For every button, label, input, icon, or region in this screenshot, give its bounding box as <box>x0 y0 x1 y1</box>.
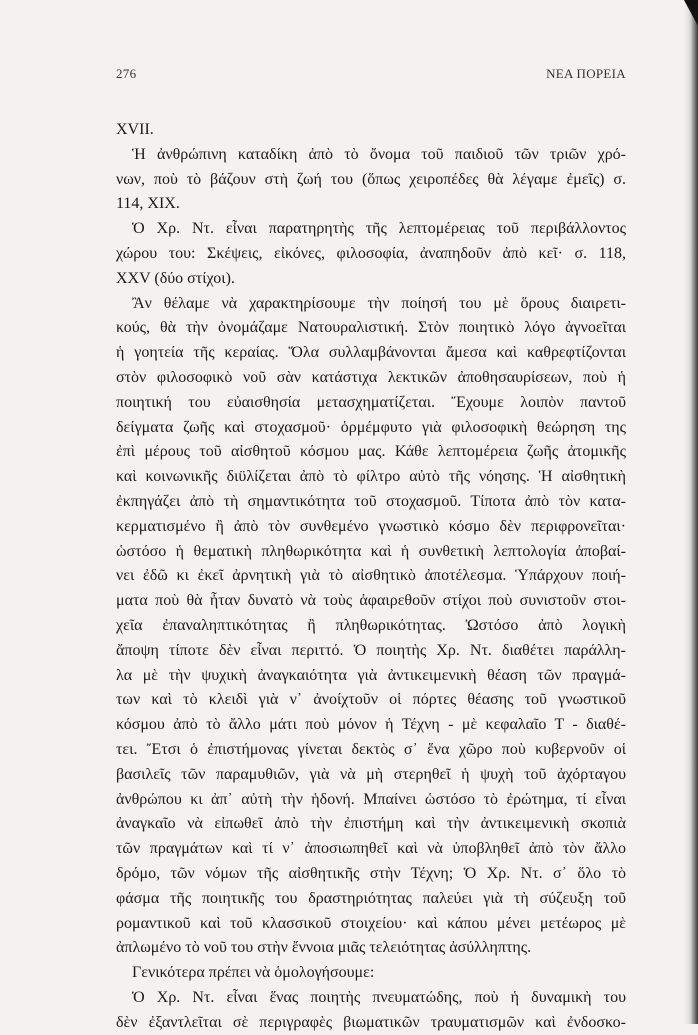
text-line: XVII. <box>116 121 154 138</box>
text-line: ρομαντικοῦ καὶ τοῦ κλασσικοῦ στοιχείου· καὶ κάπου μένει μετέωρος μὲ <box>116 914 626 932</box>
corner-mark <box>684 0 698 26</box>
page-number: 276 <box>116 66 137 81</box>
text-line: ἀναγκαῖο νὰ εἰπωθεῖ ἀπὸ τὴν ἐπιστήμη καὶ τὴν ἀντικειμενικὴ σκοπιὰ <box>116 815 626 833</box>
text-line: XXV (δύο στίχοι). <box>116 269 235 287</box>
text-line: των καὶ τὸ κλειδὶ γιὰ ν᾽ ἀνοίχτοῦν οἱ πόρτες θέασης τοῦ γνωστικοῦ <box>116 691 626 709</box>
text-line: κούς, θὰ τὴν ὀνομάζαμε Νατουραλιστική. Στὸν ποιητικὸ λόγο ἀγνοεῖται <box>116 319 626 337</box>
running-title: ΝΕΑ ΠΟΡΕΙΑ <box>546 66 626 81</box>
text-line: νει ἐδῶ κι ἐκεῖ ἀρνητικὴ γιὰ τὸ αἰσθητικὸ ἀποτέλεσμα. Ὑπάρχουν ποιή- <box>116 567 626 585</box>
text-line: στὸν φιλοσοφικὸ νοῦ σὰν κατάστιχα λεκτικῶν ἀποθησαυρίσεων, ποὺ ἡ <box>116 368 626 386</box>
text-line: καὶ κοινωνικῆς διϋλίζεται ἀπὸ τὸ φίλτρο αὐτὸ τῆς νόησης. Ἡ αἰσθητικὴ <box>116 468 626 486</box>
text-line: ἄποψη τίποτε δὲν εἶναι περιττό. Ὁ ποιητὴς Χρ. Ντ. διαθέτει παράλλη- <box>116 641 626 659</box>
page-edge-shadow <box>684 0 698 1024</box>
text-line: ματα ποὺ θὰ ἦταν δυνατὸ νὰ τοὺς ἀφαιρεθοῦν στίχοι ποὺ συνιστοῦν στοι- <box>116 592 626 610</box>
text-line: Ἡ ἀνθρώπινη καταδίκη ἀπὸ τὸ ὄνομα τοῦ παιδιοῦ τῶν τριῶν χρό- <box>132 145 626 163</box>
text-line: ἀνθρώπου κι ἀπ᾽ αὐτὴ τὴν ἡδονή. Μπαίνει ὡστόσο τὸ ἐρώτημα, τί εἶναι <box>116 790 626 808</box>
text-line: ποιητική του εὐαισθησία μετασχηματίζεται. Ἔχουμε λοιπὸν παντοῦ <box>116 393 626 411</box>
text-line: Ὁ Χρ. Ντ. εἶναι ἕνας ποιητὴς πνευματώδης, ποὺ ἡ δυναμικὴ του <box>132 988 626 1006</box>
text-line: λα μὲ τὴν ψυχικὴ ἀναγκαιότητα γιὰ ἀντικειμενικὴ θέαση τῶν πραγμά- <box>116 666 626 684</box>
text-line: δρόμο, τῶν νόμων τῆς αἰσθητικῆς στὴν Τέχνη; Ὁ Χρ. Ντ. σ᾽ ὅλο τὸ <box>116 864 626 882</box>
body-text <box>116 118 626 1035</box>
text-line: ἡ γοητεία τῆς κεραίας. Ὅλα συλλαμβάνονται ἄμεσα καὶ καθρεφτίζονται <box>116 344 626 362</box>
text-line: τῶν πραγμάτων καὶ τί ν᾽ ἀποσιωπηθεῖ καὶ νὰ ὑποβληθεῖ ἀπὸ τὸν ἄλλο <box>116 840 626 858</box>
text-line: φάσμα τῆς ποιητικῆς του δραστηριότητας παλεύει γιὰ τὴ σύζευξη τοῦ <box>116 889 626 907</box>
text-line: ὡστόσο ἡ θεματικὴ πληθωρικότητα καὶ ἡ συνθετικὴ λεπτολογία ἀποβαί- <box>116 542 626 560</box>
text-line: δείγματα ζωῆς καὶ στοχασμοῦ· ὁρμέμφυτο γιὰ φιλοσοφικὴ θεώρηση της <box>116 418 626 436</box>
text-line: Ἂν θέλαμε νὰ χαρακτηρίσουμε τὴν ποίησή του μὲ ὅρους διαιρετι- <box>132 294 626 312</box>
text-line: Ὁ Χρ. Ντ. εἶναι παρατηρητὴς τῆς λεπτομέρειας τοῦ περιβάλλοντος <box>132 220 626 238</box>
text-line: βασιλεῖς τῶν παραμυθιῶν, γιὰ νὰ μὴ στερηθεῖ ἡ ψυχὴ τοῦ ἀχόρταγου <box>116 765 626 783</box>
text-line: χώρου του: Σκέψεις, εἰκόνες, φιλοσοφία, ἀναπηδοῦν ἀπὸ κεῖ· σ. 118, <box>116 244 626 262</box>
text-line: ἀπλωμένο τὸ νοῦ του στὴν ἔννοια μιᾶς τελειότητας ἀσύλληπτης. <box>116 939 532 957</box>
text-line: χεῖα ἐπαναληπτικότητας ἢ πληθωρικότητας. Ὡστόσο ἀπὸ λογικὴ <box>116 616 626 634</box>
text-line: 114, XIX. <box>116 195 180 213</box>
text-line: Γενικότερα πρέπει νὰ ὁμολογήσουμε: <box>132 964 375 982</box>
text-line: ἐπὶ μέρους τοῦ αἰσθητοῦ κόσμου μας. Κάθε λεπτομέρεια ζωῆς ἀτομικῆς <box>116 443 626 461</box>
text-line: κόσμου ἀπὸ τὸ ἄλλο μάτι ποὺ μόνον ἡ Τέχνη - μὲ κεφαλαῖο Τ - διαθέ- <box>116 716 626 734</box>
running-header <box>116 66 626 82</box>
text-line: δὲν ἐξαντλεῖται σὲ περιγραφὲς βιωματικῶν τραυματισμῶν καὶ ἐνδοσκο- <box>116 1013 626 1031</box>
text-line: τει. Ἔτσι ὁ ἐπιστήμονας γίνεται δεκτὸς σ᾽ ἕνα χῶρο ποὺ κυβερνοῦν οἱ <box>116 740 626 758</box>
text-line: κερματισμένο ἢ ἀπὸ τὸν συνθεμένο γνωστικὸ κόσμο δὲν περιφρονεῖται· <box>116 517 626 535</box>
text-line: νων, ποὺ τὸ βάζουν στὴ ζωή του (ὅπως χειροπέδες θὰ λέγαμε ἐμεῖς) σ. <box>116 170 626 188</box>
text-line: ἐκπηγάζει ἀπὸ τὴ σημαντικότητα τοῦ στοχασμοῦ. Τίποτα ἀπὸ τὸν κατα- <box>116 492 626 510</box>
